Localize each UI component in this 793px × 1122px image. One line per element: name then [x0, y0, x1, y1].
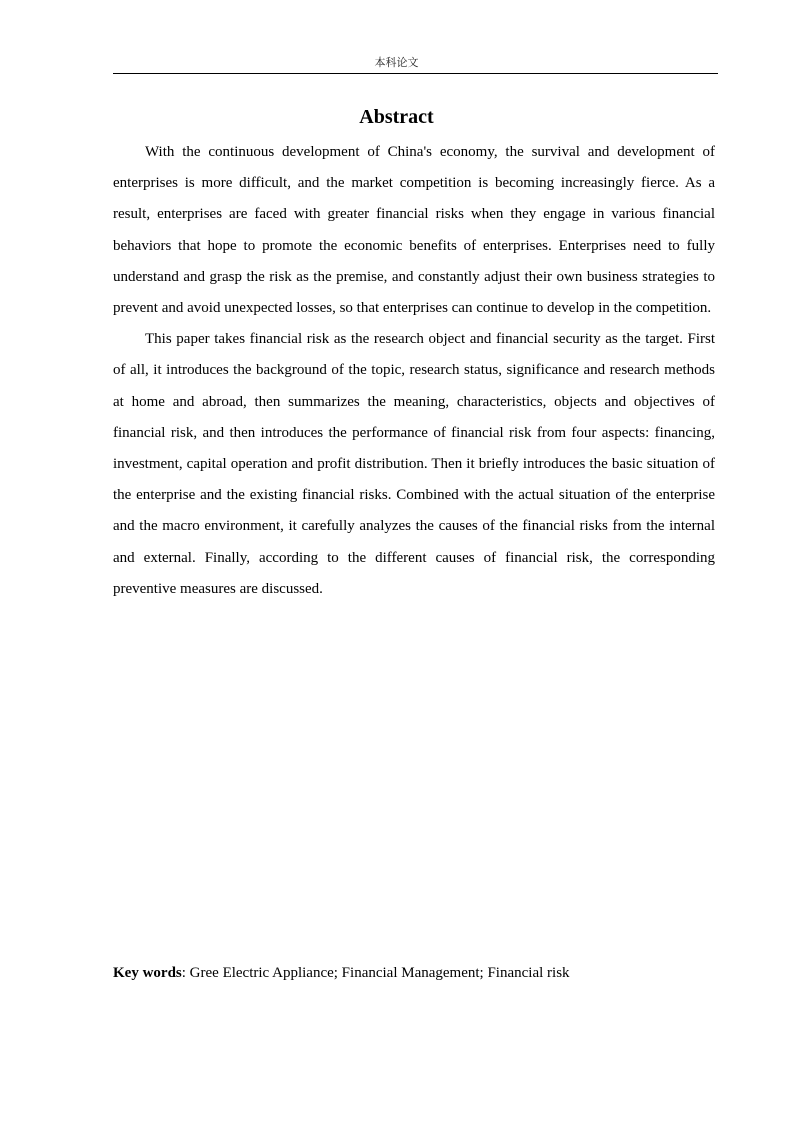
keywords-line: [113, 960, 718, 986]
abstract-paragraph-2: This paper takes financial risk as the research object and financial security as the target. First of all, it introduces the background of the topic, research status, significance and research methods at home and abroad, then summarizes the meaning, characteristics, objects and objectives of financial risk, and then introduces the performance of financial risk from four aspects: financing, investment, capital operation and profit distribution. Then it briefly introduces the basic situation of the enterprise and the existing financial risks. Combined with the actual situation of the enterprise and the macro environment, it carefully analyzes the causes of the financial risks from the internal and external. Finally, according to the different causes of financial risk, the corresponding preventive measures are discussed.: [113, 331, 715, 597]
keywords-label: Key words: [113, 965, 182, 981]
header-divider: [113, 73, 718, 74]
keywords-text: Gree Electric Appliance; Financial Management; Financial risk: [189, 965, 570, 981]
abstract-title: Abstract: [359, 106, 434, 128]
abstract-paragraph-1: With the continuous development of China's economy, the survival and development of enterprises is more difficult, and the market competition is becoming increasingly fierce. As a result, enterprises are faced with greater financial risks when they engage in various financial behaviors that hope to promote the economic benefits of enterprises. Enterprises need to fully understand and grasp the risk as the premise, and constantly adjust their own business strategies to prevent and avoid unexpected losses, so that enterprises can continue to develop in the competition.: [113, 144, 715, 317]
keywords-separator: :: [181, 965, 190, 981]
running-header-title: 本科论文: [374, 56, 419, 69]
abstract-body: [113, 137, 715, 605]
